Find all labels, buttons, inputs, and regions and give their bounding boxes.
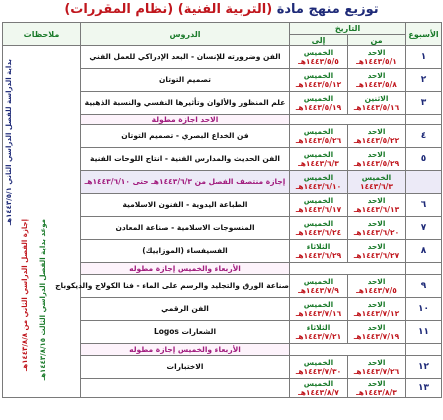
notes-header: ملاحظات bbox=[3, 23, 81, 46]
to-date-cell bbox=[290, 275, 348, 298]
to-day: الثلاثاء bbox=[306, 323, 331, 332]
to-day: الخميس bbox=[303, 94, 334, 103]
from-date: ١٤٤٣/٨/٣هـ bbox=[356, 388, 397, 397]
to-date-cell bbox=[290, 240, 348, 263]
from-date-cell bbox=[348, 171, 406, 194]
from-day: الاحد bbox=[367, 196, 386, 205]
from-date: ١٤٤٣/٥/٢٩هـ bbox=[353, 159, 400, 168]
notes-cell bbox=[3, 46, 81, 398]
from-day: الاحد bbox=[367, 277, 386, 286]
to-date-cell bbox=[290, 148, 348, 171]
to-date-cell bbox=[290, 69, 348, 92]
to-date-cell bbox=[290, 194, 348, 217]
from-date-cell bbox=[348, 379, 406, 398]
to-day: الخميس bbox=[303, 277, 334, 286]
week-number: ١٣ bbox=[406, 379, 442, 398]
week-number: ١١ bbox=[406, 321, 442, 344]
from-date-cell bbox=[348, 217, 406, 240]
note-line2: إجازة الفصل الدراسي الثاني من ١٤٤٣/٨/٨هـ bbox=[21, 219, 29, 371]
to-day: الخميس bbox=[303, 219, 334, 228]
from-date: ١٤٤٣/٥/٢٢هـ bbox=[353, 136, 400, 145]
week-cell bbox=[406, 115, 442, 125]
lesson-cell: الشعارات Logos bbox=[81, 321, 290, 344]
lesson-cell: تصميم التوتان bbox=[81, 69, 290, 92]
week-number: ٩ bbox=[406, 275, 442, 298]
to-date: ١٤٤٣/٧/١٦هـ bbox=[295, 309, 342, 318]
to-header: إلى bbox=[290, 35, 348, 46]
from-day: الخميس bbox=[361, 173, 392, 182]
header-row bbox=[3, 23, 442, 35]
lesson-cell: الفن الرقمي bbox=[81, 298, 290, 321]
to-date: ١٤٤٣/٨/٧هـ bbox=[298, 388, 339, 397]
schedule-table bbox=[2, 22, 442, 398]
week-number: ٤ bbox=[406, 125, 442, 148]
date-cell bbox=[290, 344, 406, 356]
from-day: الاحد bbox=[367, 300, 386, 309]
from-day: الاحد bbox=[367, 150, 386, 159]
from-day: الاثنين bbox=[364, 94, 389, 103]
to-day: الخميس bbox=[303, 48, 334, 57]
lesson-cell: علم المنظور والألوان وتأثيرها النفسي والنسبة الذهبية bbox=[81, 92, 290, 115]
holiday-cell: الأربعاء والخميس إجازة مطوله bbox=[81, 263, 290, 275]
table-row bbox=[3, 46, 442, 69]
from-date: ١٤٤٣/٦/١٣هـ bbox=[353, 205, 400, 214]
title-system: (نظام المقررات) bbox=[64, 2, 174, 17]
midterm-holiday-cell: إجازة منتصف الفصل من ١٤٤٣/٦/٣هـ حتى ١٤٤٣/٦/١٠هـ bbox=[81, 171, 290, 194]
week-cell bbox=[406, 344, 442, 356]
to-date-cell bbox=[290, 321, 348, 344]
date-cell bbox=[290, 115, 406, 125]
from-date-cell bbox=[348, 125, 406, 148]
lessons-header: الدروس bbox=[81, 23, 290, 46]
lesson-cell: الاختبارات bbox=[81, 356, 290, 379]
from-date: ١٤٤٣/٧/٥هـ bbox=[356, 286, 397, 295]
lesson-cell: صناعة الورق والتجليد والرسم على الماء - فنا الكولاج والديكوباج bbox=[81, 275, 290, 298]
lesson-cell: المنسوجات الاسلامية - صناعة المعادن bbox=[81, 217, 290, 240]
lesson-cell bbox=[81, 379, 290, 398]
from-day: الاحد bbox=[367, 242, 386, 251]
to-date-cell bbox=[290, 171, 348, 194]
from-date-cell bbox=[348, 148, 406, 171]
to-day: الخميس bbox=[303, 196, 334, 205]
title-prefix: توزيع منهج مادة bbox=[276, 2, 379, 17]
title-subject: (التربية الفنية) bbox=[177, 2, 273, 17]
week-cell bbox=[406, 263, 442, 275]
from-date-cell bbox=[348, 298, 406, 321]
from-date-cell bbox=[348, 240, 406, 263]
to-date: ١٤٤٣/٧/٣٠هـ bbox=[295, 367, 342, 376]
from-date: ١٤٤٣/٧/١٩هـ bbox=[353, 332, 400, 341]
to-date-cell bbox=[290, 125, 348, 148]
to-day: الخميس bbox=[303, 71, 334, 80]
lesson-cell: الفن الحديث والمدارس الفنية - انتاج اللوحات الفنية bbox=[81, 148, 290, 171]
to-date-cell bbox=[290, 298, 348, 321]
week-number: ٥ bbox=[406, 148, 442, 171]
to-date-cell bbox=[290, 92, 348, 115]
to-date-cell bbox=[290, 46, 348, 69]
from-date-cell bbox=[348, 321, 406, 344]
from-day: الاحد bbox=[367, 127, 386, 136]
to-date: ١٤٤٣/٦/١٧هـ bbox=[295, 205, 342, 214]
week-number: ١ bbox=[406, 46, 442, 69]
lesson-cell: فن الخداع البصري - تصميم التوتان bbox=[81, 125, 290, 148]
week-number: ١٢ bbox=[406, 356, 442, 379]
from-date: ١٤٤٣/٦/٢٠هـ bbox=[353, 228, 400, 237]
from-header: من bbox=[348, 35, 406, 46]
to-day: الخميس bbox=[303, 300, 334, 309]
to-day: الخميس bbox=[303, 358, 334, 367]
from-day: الاحد bbox=[367, 71, 386, 80]
to-date: ١٤٤٣/٦/١٠هـ bbox=[295, 182, 342, 191]
week-number: ٧ bbox=[406, 217, 442, 240]
to-date: ١٤٤٣/٥/٢٦هـ bbox=[295, 136, 342, 145]
week-header: الأسبوع bbox=[406, 23, 442, 46]
to-date: ١٤٤٣/٧/٩هـ bbox=[298, 286, 339, 295]
week-number: ٦ bbox=[406, 194, 442, 217]
to-day: الخميس bbox=[303, 150, 334, 159]
from-date: ١٤٤٣/٥/١هـ bbox=[356, 57, 397, 66]
from-day: الاحد bbox=[367, 48, 386, 57]
to-day: الثلاثاء bbox=[306, 242, 331, 251]
from-date: ١٤٤٣/٧/١٢هـ bbox=[353, 309, 400, 318]
holiday-cell: الأربعاء والخميس إجازة مطوله bbox=[81, 344, 290, 356]
notes-wrapper bbox=[3, 49, 80, 394]
from-date-cell bbox=[348, 46, 406, 69]
week-number: ٨ bbox=[406, 240, 442, 263]
to-date: ١٤٤٣/٦/٢٤هـ bbox=[295, 228, 342, 237]
from-date: ١٤٤٣/٦/٣ bbox=[360, 182, 393, 191]
to-date: ١٤٤٣/٧/٢١هـ bbox=[295, 332, 342, 341]
from-day: الاحد bbox=[367, 219, 386, 228]
from-date-cell bbox=[348, 356, 406, 379]
from-date-cell bbox=[348, 92, 406, 115]
from-day: الاحد bbox=[367, 379, 386, 388]
from-date: ١٤٤٣/٥/١٦هـ bbox=[353, 103, 400, 112]
to-date: ١٤٤٣/٦/٢٩هـ bbox=[295, 251, 342, 260]
date-header: التاريخ bbox=[290, 23, 406, 35]
week-number: ٢ bbox=[406, 69, 442, 92]
lesson-cell: الفن وضرورته للإنسان - البعد الإدراكي للعمل الفني bbox=[81, 46, 290, 69]
note-line1: بداية الدراسة للفصل الدراسي الثاني ١٤٤٣/٥/١هـ bbox=[5, 59, 13, 226]
from-date: ١٤٤٣/٧/٢٦هـ bbox=[353, 367, 400, 376]
schedule-body bbox=[3, 46, 442, 398]
from-date-cell bbox=[348, 275, 406, 298]
to-date-cell bbox=[290, 217, 348, 240]
lesson-cell: الطباعة اليدوية - الفنون الاسلامية bbox=[81, 194, 290, 217]
document-title bbox=[0, 0, 443, 20]
to-day: الخميس bbox=[303, 379, 334, 388]
to-date-cell bbox=[290, 379, 348, 398]
to-date: ١٤٤٣/٥/٥هـ bbox=[298, 57, 339, 66]
lesson-cell: الفسيفساء (الموزاييك) bbox=[81, 240, 290, 263]
to-date: ١٤٤٣/٥/١٢هـ bbox=[295, 80, 342, 89]
week-number bbox=[406, 171, 442, 194]
to-date: ١٤٤٣/٦/٣هـ bbox=[298, 159, 339, 168]
date-cell bbox=[290, 263, 406, 275]
from-day: الاحد bbox=[367, 323, 386, 332]
to-day: الخميس bbox=[303, 127, 334, 136]
note-line3: موعد بداية الفصل الدراسي الثالث ١٤٤٣/٨/١٥هـ bbox=[39, 219, 47, 381]
from-date-cell bbox=[348, 194, 406, 217]
holiday-cell: الاحد اجازة مطولة bbox=[81, 115, 290, 125]
to-date-cell bbox=[290, 356, 348, 379]
from-date: ١٤٤٣/٥/٨هـ bbox=[356, 80, 397, 89]
to-date: ١٤٤٣/٥/١٩هـ bbox=[295, 103, 342, 112]
to-day: الخميس bbox=[303, 173, 334, 182]
from-date-cell bbox=[348, 69, 406, 92]
week-number: ٣ bbox=[406, 92, 442, 115]
from-day: الاحد bbox=[367, 358, 386, 367]
from-date: ١٤٤٣/٦/٢٧هـ bbox=[353, 251, 400, 260]
week-number: ١٠ bbox=[406, 298, 442, 321]
